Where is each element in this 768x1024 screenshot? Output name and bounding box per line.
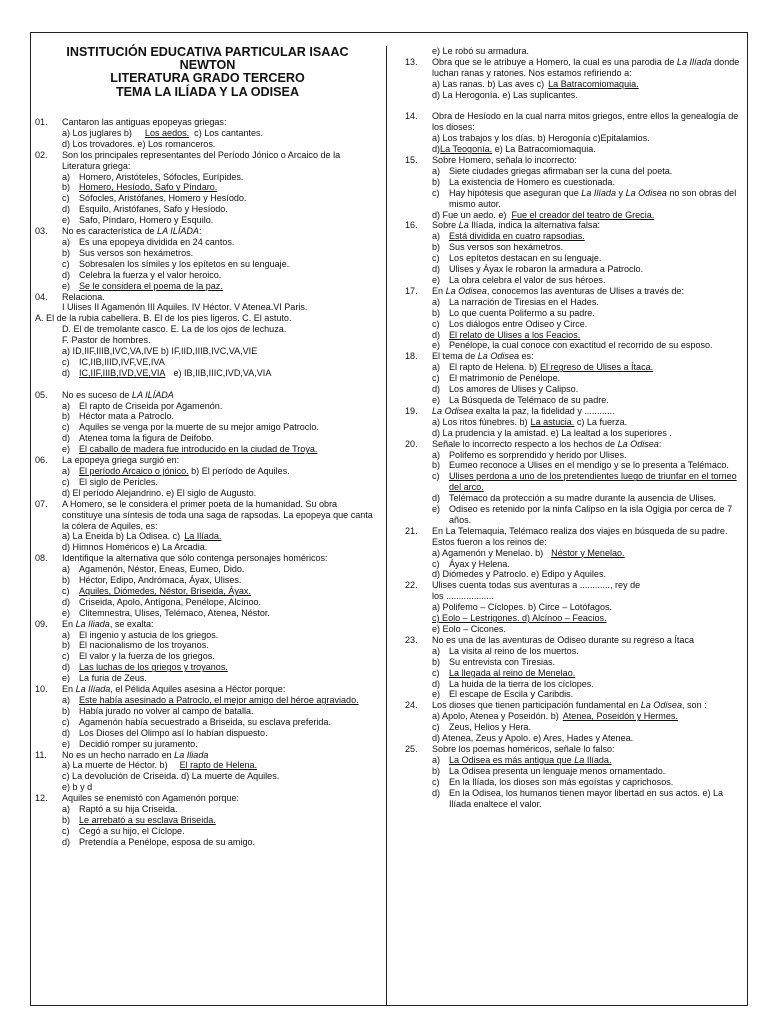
question-06: 06. La epopeya griega surgió en: [35,455,180,466]
question-01: 01. Cantaron las antiguas epopeyas griegas: [35,117,227,127]
question-03: 03. No es característica de LA ILÍADA: [35,226,202,237]
question-08: 08. Identifique la alternativa que sólo contenga personajes homéricos: [35,553,328,564]
question-16: 16. Sobre La Ilíada, indica la alternativa falsa: [405,220,600,231]
question-25: 25. Sobre los poemas homéricos, señale lo falso: [405,743,615,754]
question-17: 17. En La Odisea, conocemos las aventuras de Ulises a través de: [405,285,684,296]
question-09: 09. En La Iliada, se exalta: [35,618,154,629]
right-column: e) Le robó su armadura. 13. Obra que se le atribuye a Homero, la cual es una parodia de La Ilíada donde luchan ranas y ratones. Nos estamos refiriendo a: a) Las ranas. b) Las aves c) La Batracomiomaquia. d) La Herogonía. e) Las suplicantes. 14. Obra de Hesíodo en la cual narra mitos griegos, entre ellos la genealogía de los dioses: a) Los trabajos y los días. b) Herogonía c)Epitalamios. d)La Teogonía. e) La Batracomiomaquia. 15. Sobre Homero, señala lo incorrecto: a) Siete ciudades griegas afirmaban ser la cuna del poeta. b) La existencia de Homero es cuestionada. c) Hay hipótesis que aseguran que La Ilíada y La Odisea no son obras del mismo autor. d) Fue un aedo. e) Fue el creador del teatro de Grecia. 16. Sobre La Ilíada, indica la alternativa falsa: a) Está dividida en cuatro rapsodias. b) Sus versos son hexámetros. c) Los epítetos destacan en su lenguaje. d) Ulises y Áyax le robaron la armadura a Patroclo. e) La obra celebra el valor de sus héroes. 17. En La Odisea, conocemos las aventuras de Ulises a través de: a) La narración de Tiresias en el Hades. b) Lo que cuenta Polifermo a su padre. c) Los diálogos entre Odiseo y Circe. d) El relato de Ulises a los Feacios. e) Penélope, la cual conoce con exactitud el recorrido de su esposo. 18. El tema de La Odisea es: a) El rapto de Helena. b) El regreso de Ulises a Ítaca. c) El matrimonio de Penélope. d) Los amores de Ulises y Calipso. e) La Búsqueda de Telémaco de su padre. 19. La Odisea exalta la paz, la fidelidad y ............ a) Los ritos fúnebres. b) La astucia. c) La fuerza. d) La prudencia y la amistad. e) La lealtad a los superiores . 20. Señale lo incorrecto respecto a los hechos de La Odisea: a) Polifemo es sorprendido y herido por Ulises. b) Eumeo reconoce a Ulises en el mendigo y se lo presenta a Telémaco. c) Ulises perdona a uno de los pretendientes luego de triunfar en el torneo del arco. d) Telémaco da protección a su madre durante la ausencia de Ulises. e) Odiseo es retenido por la ninfa Calipso en la isla Ogigia por cerca de 7 años. 21. En La Telemaquia, Telémaco realiza dos viajes en búsqueda de su padre. Estos fueron a los reinos de: a) Agamenón y Menelao. b) Néstor y Menelao. c) Áyax y Helena. d) Diómedes y Patroclo. e) Edipo y Aquiles. 22. Ulises cuenta todas sus aventuras a ............, rey de los ................... a) Polifemo – Cíclopes. b) Circe – Lotófagos. c) Eolo – Lestrigones. d) Alcínoo – Feacios. e) Eolo – Cicones. 23. No es una de las aventuras de Odiseo durante su regreso a Ítaca a) La visita al reino de los muertos. b) Su entrevista con Tiresias. c) La llegada al reino de Menelao. d) La huida de la tierra de los cíclopes. e) El escape de Escila y Caribdis. 24. Los dioses que tienen participación fundamental en La Odisea, son : a) Apolo, Atenea y Poseidón. b) Atenea, Poseidón y Hermes. c) Zeus, Helios y Hera. d) Atenea, Zeus y Apolo. e) Ares, Hades y Atenea. 25. Sobre los poemas homéricos, señale lo falso: a) La Odisea es más antigua que La Ilíada. b) La Odisea presenta un lenguaje menos ornamentado. c) En la Ilíada, los dioses son más egoístas y caprichosos. d) En la Odisea, los humanos tienen mayor libertad en sus actos. e) La Ilíada enaltece el valor. [405,46,745,809]
question-05: 05. No es suceso de LA ILÍADA [35,389,174,400]
question-04: 04. Relaciona. [35,291,105,302]
document-header [35,46,380,99]
header-line-1: INSTITUCIÓN EDUCATIVA PARTICULAR ISAAC [66,45,349,59]
question-24: 24. Los dioses que tienen participación fundamental en La Odisea, son : [405,700,707,711]
header-line-4: TEMA LA ILÍADA Y LA ODISEA [115,84,300,99]
left-column: 01. Cantaron las antiguas epopeyas griegas: a) Los juglares b) Los aedos. c) Los cantantes. d) Los trovadores. e) Los romanceros. 02. Son los principales representantes del Período Jónico o Arcaico de la Literatura griega: a) Homero, Aristóteles, Sófocles, Eurípides. b) Homero, Hesíodo, Safo y Píndaro. c) Sófocles, Aristófanes, Homero y Hesíodo. d) Esquilo, Aristófanes, Safo y Hesíodo. e) Safo, Píndaro, Homero y Esquilo. 03. No es característica de LA ILÍADA: a) Es una epopeya dividida en 24 cantos. b) Sus versos son hexámetros. c) Sobresalen los símiles y los epítetos en su lenguaje. d) Celebra la fuerza y el valor heroico. e) Se le considera el poema de la paz. 04. Relaciona. I Ulises II Agamenón III Aquiles. IV Héctor. V Atenea.VI Paris. A. El de la rubia cabellera. B. El de los pies ligeros. C. El astuto. D. El de tremolante casco. E. La de los ojos de lechuza. F. Pastor de hombres. a) ID,IIF,IIIB,IVC,VA,IVE b) IF,IID,IIIB,IVC,VA,VIE c) IC,IIB,IIID,IVF,VE,IVA d) IC,IIF,IIIB,IVD,VE,VIA e) IB,IIB,IIIC,IVD,VA,VIA 05. No es suceso de LA ILÍADA a) El rapto de Criseida por Agamenón. b) Héctor mata a Patroclo. c) Aquiles se venga por la muerte de su mejor amigo Patroclo. d) Atenea toma la figura de Deifobo. e) El caballo de madera fue introducido en la ciudad de Troya. 06. La epopeya griega surgió en: a) El período Arcaico o jónico. b) El período de Aquiles. c) El siglo de Pericles. d) El período Alejandrino. e) El siglo de Augusto. 07. A Homero, se le considera el primer poeta de la humanidad. Su obra constituye una síntesis de toda una saga de rapsodas. La epopeya que canta la cólera de Aquiles, es: a) La Eneida b) La Odisea. c) La Ilíada. d) Himnos Homéricos e) La Arcadia. 08. Identifique la alternativa que sólo contenga personajes homéricos: a) Agamenón, Néstor, Eneas, Eumeo, Dido. b) Héctor, Edipo, Andrómaca, Áyax, Ulises. c) Aquiles, Diómedes, Néstor, Briseida, Áyax. d) Criseida, Apolo, Antígona, Penélope, Alcínoo. e) Clitemnestra, Ulises, Telémaco, Atenea, Néstor. 09. En La Iliada, se exalta: a) El ingenio y astucia de los griegos. b) El nacionalismo de los troyanos. c) El valor y la fuerza de los griegos. d) Las luchas de los griegos y troyanos. e) La furia de Zeus. 10. En La Ilíada, el Pélida Aquiles asesina a Héctor porque: a) Este había asesinado a Patroclo, el mejor amigo del héroe agraviado. b) Había jurado no volver al campo de batalla. c) Agamenón había secuestrado a Briseida, su esclava preferida. d) Los Dioses del Olimpo así lo habían dispuesto. e) Decidió romper su juramento. 11. No es un hecho narrado en La Iliada a) La muerte de Héctor. b) El rapto de Helena. c) La devolución de Criseida. d) La muerte de Aquiles. e) b y d 12. Aquiles se enemistó con Agamenón porque: a) Raptó a su hija Criseida. b) Le arrebató a su esclava Briseida. c) Cegó a su hijo, el Cíclope. d) Pretendía a Penélope, esposa de su amigo. [35,117,380,848]
column-divider [386,46,387,1006]
question-14: 14. Obra de Hesíodo en la cual narra mitos griegos, entre ellos la genealogía de los dioses: [405,111,739,133]
header-line-2: NEWTON [179,58,236,73]
question-19: 19. La Odisea exalta la paz, la fidelidad y ............ [405,405,615,416]
question-13: 13. Obra que se le atribuye a Homero, la cual es una parodia de La Ilíada donde luchan ranas y ratones. Nos estamos refiriendo a: [405,56,740,78]
question-23: 23. No es una de las aventuras de Odiseo durante su regreso a Ítaca [405,634,695,645]
options-01: a) Los juglares b) Los aedos. c) Los cantantes. [62,127,264,138]
question-02: 02. Son los principales representantes del Período Jónico o Arcaico de la Literatura griega: [35,149,341,171]
question-10: 10. En La Ilíada, el Pélida Aquiles asesina a Héctor porque: [35,684,286,695]
question-18: 18. El tema de La Odisea es: [405,351,534,362]
header-line-3: LITERATURA GRADO TERCERO [110,71,305,86]
question-21: 21. En La Telemaquia, Telémaco realiza dos viajes en búsqueda de su padre. Estos fueron a los reinos de: [405,525,728,547]
question-07: 07. A Homero, se le considera el primer poeta de la humanidad. Su obra constituye una síntesis de toda una saga de rapsodas. La epopeya que canta la cólera de Aquiles, es: [35,498,373,531]
question-22: 22. Ulises cuenta todas sus aventuras a ............, rey de [405,580,641,591]
question-20: 20. Señale lo incorrecto respecto a los hechos de La Odisea: [405,438,662,449]
question-12: 12. Aquiles se enemistó con Agamenón porque: [35,793,240,804]
question-11: 11. No es un hecho narrado en La Iliada [35,749,209,760]
question-15: 15. Sobre Homero, señala lo incorrecto: [405,155,577,166]
